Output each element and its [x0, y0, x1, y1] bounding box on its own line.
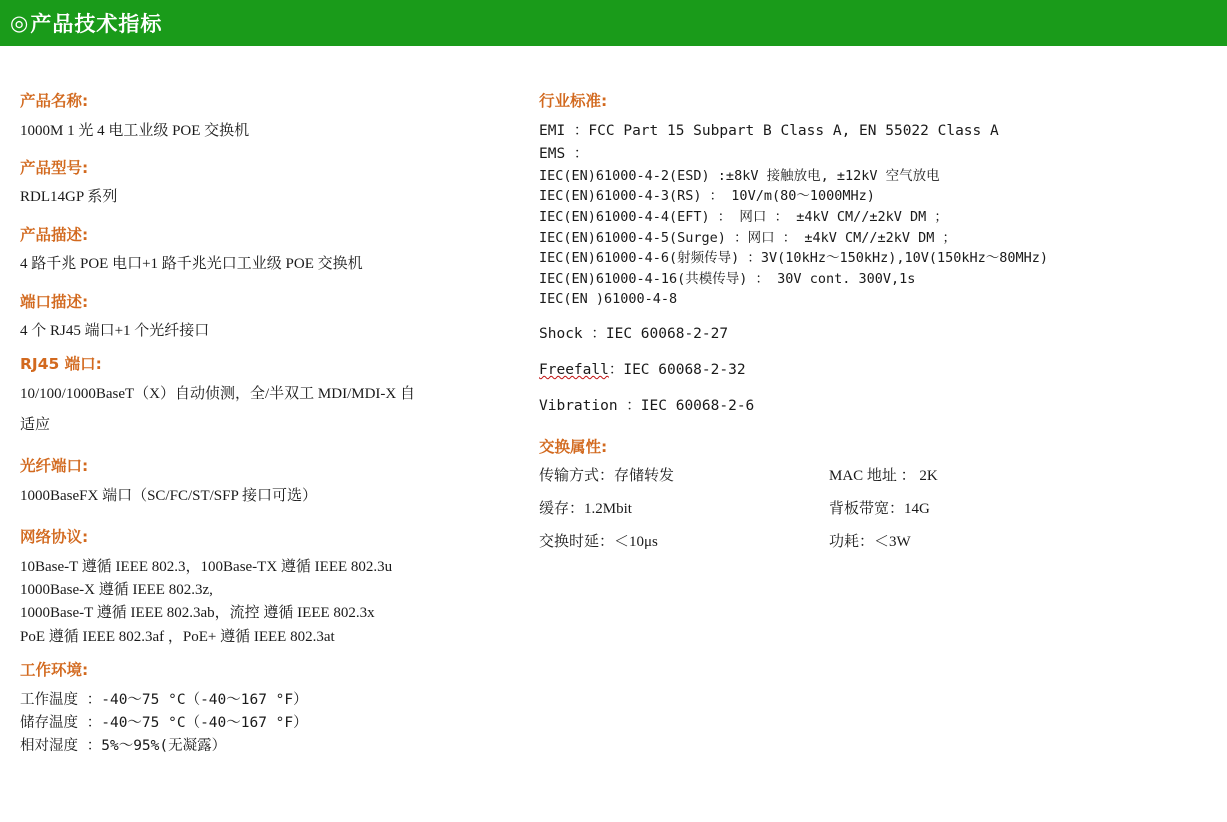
network-protocol-line-4: PoE 遵循 IEEE 802.3af ，PoE+ 遵循 IEEE 802.3at — [20, 628, 335, 645]
freefall-label: Freefall — [539, 361, 609, 378]
industry-standard-line-6: IEC(EN)61000-4-5(Surge) ：网口 ： ±4kV CM//±2kV DM ； — [539, 229, 956, 246]
section-title-work-env: 工作环境: — [20, 660, 89, 679]
product-model-value: RDL14GP 系列 — [20, 189, 118, 206]
left-column — [20, 92, 520, 758]
section-title-product-model: 产品型号: — [20, 158, 89, 177]
right-column — [539, 92, 1199, 553]
spec-content — [0, 46, 1227, 822]
spacer — [539, 382, 1199, 395]
shock-line: Shock ：IEC 60068-2-27 — [539, 325, 729, 342]
section-title-port-desc: 端口描述: — [20, 292, 89, 311]
port-desc-value: 4 个 RJ45 端口+1 个光纤接口 — [20, 323, 210, 340]
section-title-product-name: 产品名称: — [20, 92, 89, 110]
industry-standard-line-8: IEC(EN)61000-4-16(共模传导) ： 30V cont. 300V,1s — [539, 270, 916, 287]
product-desc-value: 4 路千兆 POE 电口+1 路千兆光口工业级 POE 交换机 — [20, 256, 363, 273]
attr-row-1-right: MAC 地址 ： 2K — [829, 467, 938, 484]
industry-standard-line-2: EMS ： — [539, 145, 589, 162]
section-title-industry-standard: 行业标准: — [539, 92, 608, 110]
page-title: 产品技术指标 — [30, 12, 163, 36]
page-header — [0, 0, 1227, 46]
industry-standard-line-7: IEC(EN)61000-4-6(射频传导) ：3V(10kHz～150kHz),10V(150kHz～80MHz) — [539, 250, 1049, 267]
industry-standard-line-5: IEC(EN)61000-4-4(EFT) ： 网口 ： ±4kV CM//±2kV DM ； — [539, 209, 948, 225]
network-protocol-line-2: 1000Base-X 遵循 IEEE 802.3z, — [20, 582, 213, 599]
section-title-switch-attrs: 交换属性: — [539, 438, 608, 457]
industry-standard-line-3: IEC(EN)61000-4-2(ESD) :±8kV 接触放电, ±12kV 空气放电 — [539, 167, 940, 184]
network-protocol-line-3: 1000Base-T 遵循 IEEE 802.3ab，流控 遵循 IEEE 802.3x — [20, 605, 375, 622]
industry-standard-line-9: IEC(EN )61000-4-8 — [539, 291, 678, 308]
spacer — [539, 346, 1199, 359]
switch-attrs-grid — [539, 466, 1199, 553]
attr-row-1-left: 传输方式：存储转发 — [539, 467, 675, 484]
rj45-port-line-1: 10/100/1000BaseT（X）自动侦测，全/半双工 MDI/MDI-X 自 — [20, 385, 415, 402]
attr-row-2-left: 缓存：1.2Mbit — [539, 500, 632, 517]
section-title-product-desc: 产品描述: — [20, 225, 89, 244]
product-name-value: 1000M 1 光 4 电工业级 POE 交换机 — [20, 122, 250, 139]
attr-row-3-left: 交换时延：＜10μs — [539, 533, 658, 550]
network-protocol-line-1: 10Base-T 遵循 IEEE 802.3，100Base-TX 遵循 IEEE 802.3u — [20, 558, 393, 575]
section-title-fiber-port: 光纤端口: — [20, 457, 89, 476]
rj45-port-line-2: 适应 — [20, 417, 51, 434]
work-env-line-1: 工作温度 ：-40～75 °C（-40～167 °F） — [20, 691, 308, 708]
industry-standard-line-1: EMI ：FCC Part 15 Subpart B Class A, EN 55022 Class A — [539, 122, 999, 139]
freefall-line — [539, 359, 1199, 382]
work-env-line-3: 相对湿度 ：5%～95%(无凝露） — [20, 737, 227, 754]
attr-row-3-right: 功耗：＜3W — [829, 533, 911, 550]
industry-standard-block — [539, 120, 1199, 310]
attr-row-2-right: 背板带宽：14G — [829, 500, 930, 517]
vibration-line: Vibration ：IEC 60068-2-6 — [539, 397, 755, 414]
target-icon: ◎ — [10, 10, 29, 35]
industry-standard-line-4: IEC(EN)61000-4-3(RS) ： 10V/m(80～1000MHz) — [539, 188, 875, 205]
work-env-line-2: 储存温度 ：-40～75 °C（-40～167 °F） — [20, 714, 308, 731]
fiber-port-value: 1000BaseFX 端口（SC/FC/ST/SFP 接口可选） — [20, 488, 318, 505]
freefall-value: ：IEC 60068-2-32 — [608, 361, 746, 378]
spacer — [539, 310, 1199, 323]
section-title-network-protocol: 网络协议: — [20, 528, 89, 547]
spacer — [20, 406, 520, 414]
section-title-rj45-port: RJ45 端口: — [20, 355, 102, 374]
